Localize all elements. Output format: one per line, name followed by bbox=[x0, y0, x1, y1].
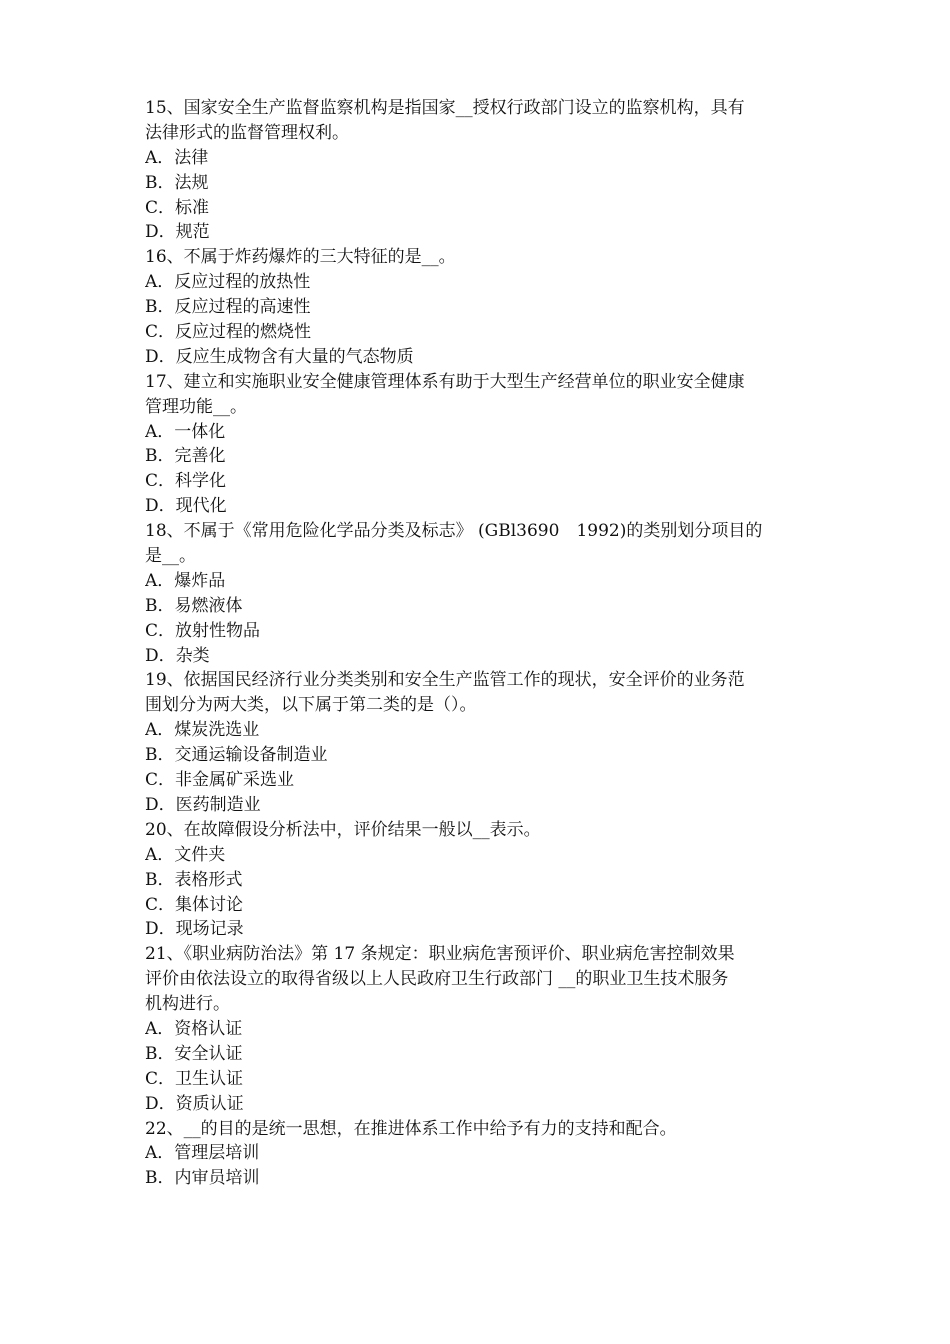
question-21-option-d: D．资质认证 bbox=[145, 1093, 244, 1114]
question-18-stem-line-1: 18、不属于《常用危险化学品分类及标志》 (GBl3690 1992)的类别划分项目的 bbox=[145, 521, 763, 542]
question-15-option-b: B．法规 bbox=[145, 172, 209, 193]
question-21-option-a: A．资格认证 bbox=[145, 1018, 243, 1039]
question-22-option-b: B．内审员培训 bbox=[145, 1168, 260, 1189]
question-18-option-b: B．易燃液体 bbox=[145, 595, 243, 616]
question-20-option-b: B．表格形式 bbox=[145, 869, 243, 890]
question-15-option-c: C．标准 bbox=[145, 197, 210, 218]
question-19-stem-line-2: 围划分为两大类，以下属于第二类的是（）。 bbox=[145, 695, 477, 716]
question-20-option-d: D．现场记录 bbox=[145, 919, 244, 940]
question-15-option-a: A．法律 bbox=[145, 147, 209, 168]
question-19-stem-line-1: 19、依据国民经济行业分类类别和安全生产监管工作的现状，安全评价的业务范 bbox=[145, 670, 745, 691]
question-19-option-a: A．煤炭洗选业 bbox=[145, 720, 260, 741]
question-20-option-c: C．集体讨论 bbox=[145, 894, 244, 915]
question-16-stem: 16、不属于炸药爆炸的三大特征的是__。 bbox=[145, 247, 456, 268]
question-21-stem-line-3: 机构进行。 bbox=[145, 994, 230, 1015]
question-15-stem-line-1: 15、国家安全生产监督监察机构是指国家__授权行政部门设立的监察机构，具有 bbox=[145, 98, 745, 118]
question-20-stem: 20、在故障假设分析法中，评价结果一般以__表示。 bbox=[145, 819, 541, 840]
question-15-option-d: D．规范 bbox=[145, 222, 210, 243]
question-18-option-a: A．爆炸品 bbox=[145, 570, 226, 591]
question-22-stem: 22、__的目的是统一思想，在推进体系工作中给予有力的支持和配合。 bbox=[145, 1118, 677, 1139]
question-21-stem-line-1: 21、《职业病防治法》第 17 条规定：职业病危害预评价、职业病危害控制效果 bbox=[145, 944, 735, 965]
question-18-stem-line-2: 是__。 bbox=[145, 546, 196, 567]
question-17-stem-line-2: 管理功能__。 bbox=[145, 396, 247, 417]
question-16-option-a: A．反应过程的放热性 bbox=[145, 272, 311, 293]
document-body bbox=[145, 96, 810, 1191]
question-22-option-a: A．管理层培训 bbox=[145, 1143, 260, 1164]
question-17-option-b: B．完善化 bbox=[145, 446, 226, 467]
question-19-option-c: C．非金属矿采选业 bbox=[145, 770, 295, 791]
question-15-stem-line-2: 法律形式的监督管理权利。 bbox=[145, 122, 349, 143]
question-17-option-d: D．现代化 bbox=[145, 496, 227, 517]
question-16-option-c: C．反应过程的燃烧性 bbox=[145, 322, 312, 343]
question-18-option-c: C．放射性物品 bbox=[145, 620, 261, 641]
question-16-option-d: D．反应生成物含有大量的气态物质 bbox=[145, 346, 414, 367]
question-21-option-c: C．卫生认证 bbox=[145, 1068, 244, 1089]
question-21-option-b: B．安全认证 bbox=[145, 1043, 243, 1064]
question-16-option-b: B．反应过程的高速性 bbox=[145, 297, 311, 318]
question-17-option-a: A．一体化 bbox=[145, 421, 226, 442]
question-21-stem-line-2: 评价由依法设立的取得省级以上人民政府卫生行政部门 __的职业卫生技术服务 bbox=[145, 969, 729, 990]
question-19-option-b: B．交通运输设备制造业 bbox=[145, 745, 328, 766]
question-20-option-a: A．文件夹 bbox=[145, 844, 226, 865]
question-17-option-c: C．科学化 bbox=[145, 471, 227, 492]
question-18-option-d: D．杂类 bbox=[145, 645, 210, 666]
question-17-stem-line-1: 17、建立和实施职业安全健康管理体系有助于大型生产经营单位的职业安全健康 bbox=[145, 371, 745, 392]
question-19-option-d: D．医药制造业 bbox=[145, 794, 261, 815]
